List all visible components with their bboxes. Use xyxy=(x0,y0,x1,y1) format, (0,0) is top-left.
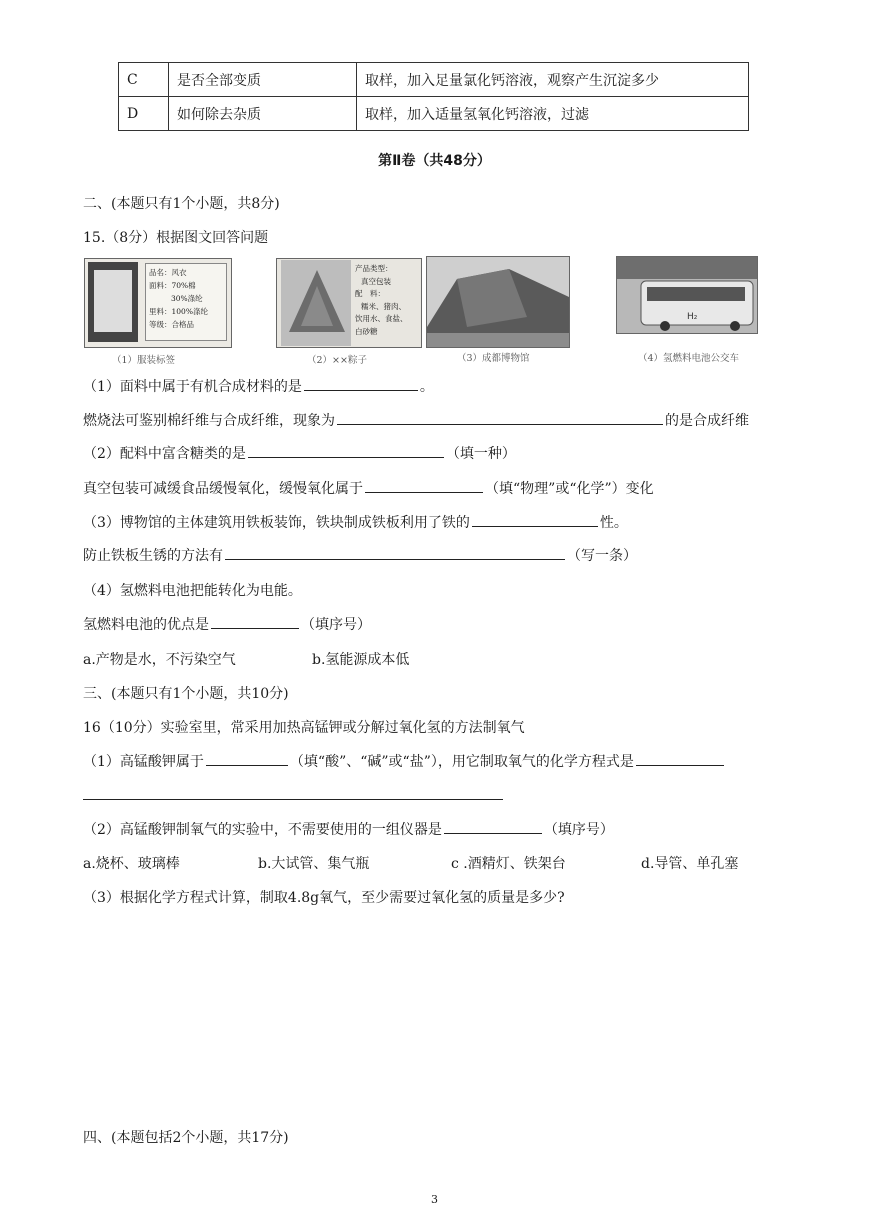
answer-blank[interactable] xyxy=(304,376,418,391)
answer-blank[interactable] xyxy=(225,545,565,560)
tag-image xyxy=(88,262,138,342)
q15-option-a: a.产物是水，不污染空气 xyxy=(83,652,236,668)
q15-line-6: 防止铁板生锈的方法有 （写一条） xyxy=(83,545,637,565)
q15-line-3: （2）配料中富含糖类的是 （填一种） xyxy=(83,443,516,463)
q15-line-2: 燃烧法可鉴别棉纤维与合成纤维，现象为 的是合成纤维 xyxy=(83,410,749,430)
part4-heading: 四、(本题包括2个小题，共17分) xyxy=(83,1130,289,1146)
q16-option-c: c .酒精灯、铁架台 xyxy=(451,856,566,872)
svg-text:H₂: H₂ xyxy=(687,312,698,322)
options-table xyxy=(118,62,749,131)
answer-blank[interactable] xyxy=(636,751,724,766)
q15-stem: 15.（8分）根据图文回答问题 xyxy=(83,230,269,246)
answer-blank[interactable] xyxy=(444,819,542,834)
museum-image xyxy=(427,257,569,347)
row-method: 取样，加入足量氯化钙溶液，观察产生沉淀多少 xyxy=(357,63,749,97)
q15-line-5: （3）博物馆的主体建筑用铁板装饰，铁块制成铁板利用了铁的 性。 xyxy=(83,512,628,532)
q16-line-3: （3）根据化学方程式计算，制取4.8g氧气，至少需要过氧化氢的质量是多少? xyxy=(83,890,565,906)
part3-heading: 三、(本题只有1个小题，共10分) xyxy=(83,686,289,702)
answer-line[interactable] xyxy=(83,799,503,800)
row-label: C xyxy=(119,63,169,97)
page-number: 3 xyxy=(431,1193,438,1206)
clothing-label-figure xyxy=(84,258,232,348)
part2-heading: 二、(本题只有1个小题，共8分) xyxy=(83,196,280,212)
section-title: 第Ⅱ卷（共48分） xyxy=(378,153,491,169)
bus-figure xyxy=(616,256,758,334)
caption-3: （3）成都博物馆 xyxy=(457,353,530,364)
caption-1: （1）服装标签 xyxy=(112,355,176,366)
caption-4: （4）氢燃料电池公交车 xyxy=(638,353,740,364)
row-question: 是否全部变质 xyxy=(169,63,357,97)
answer-blank[interactable] xyxy=(248,443,444,458)
q16-line-1: （1）高锰酸钾属于 （填“酸”、“碱”或“盐”），用它制取氧气的化学方程式是 xyxy=(83,751,726,771)
label-text-box: 品名：风衣 面料：70%棉 30%涤纶 里料：100%涤纶 等级：合格品 xyxy=(145,263,227,341)
bus-image xyxy=(617,257,757,333)
q16-option-b: b.大试管、集气瓶 xyxy=(258,856,370,872)
answer-blank[interactable] xyxy=(472,512,598,527)
q16-line-2: （2）高锰酸钾制氧气的实验中，不需要使用的一组仪器是 （填序号） xyxy=(83,819,614,839)
q15-line-4: 真空包装可减缓食品缓慢氧化，缓慢氧化属于 （填“物理”或“化学”）变化 xyxy=(83,478,654,498)
q16-option-a: a.烧杯、玻璃棒 xyxy=(83,856,180,872)
q16-stem: 16（10分）实验室里，常采用加热高锰钾或分解过氧化氢的方法制氧气 xyxy=(83,720,525,736)
table-row xyxy=(119,97,749,131)
q16-option-d: d.导管、单孔塞 xyxy=(641,856,739,872)
answer-blank[interactable] xyxy=(337,410,663,425)
row-method: 取样，加入适量氢氧化钙溶液，过滤 xyxy=(357,97,749,131)
q15-option-b: b.氢能源成本低 xyxy=(312,652,410,668)
museum-figure xyxy=(426,256,570,348)
caption-2: （2）××粽子 xyxy=(307,355,367,366)
answer-blank[interactable] xyxy=(206,751,288,766)
row-question: 如何除去杂质 xyxy=(169,97,357,131)
table-row xyxy=(119,63,749,97)
row-label: D xyxy=(119,97,169,131)
q15-line-1: （1）面料中属于有机合成材料的是 。 xyxy=(83,376,434,396)
answer-blank[interactable] xyxy=(211,614,299,629)
q15-line-7: （4）氢燃料电池把能转化为电能。 xyxy=(83,583,302,599)
zongzi-figure xyxy=(276,258,422,348)
zongzi-image xyxy=(281,260,351,346)
q15-line-8: 氢燃料电池的优点是 （填序号） xyxy=(83,614,371,634)
zongzi-text: 产品类型： 真空包装 配 料： 糯米、猪肉、 饮用水、食盐、 白砂糖 xyxy=(355,264,408,336)
answer-blank[interactable] xyxy=(365,478,483,493)
